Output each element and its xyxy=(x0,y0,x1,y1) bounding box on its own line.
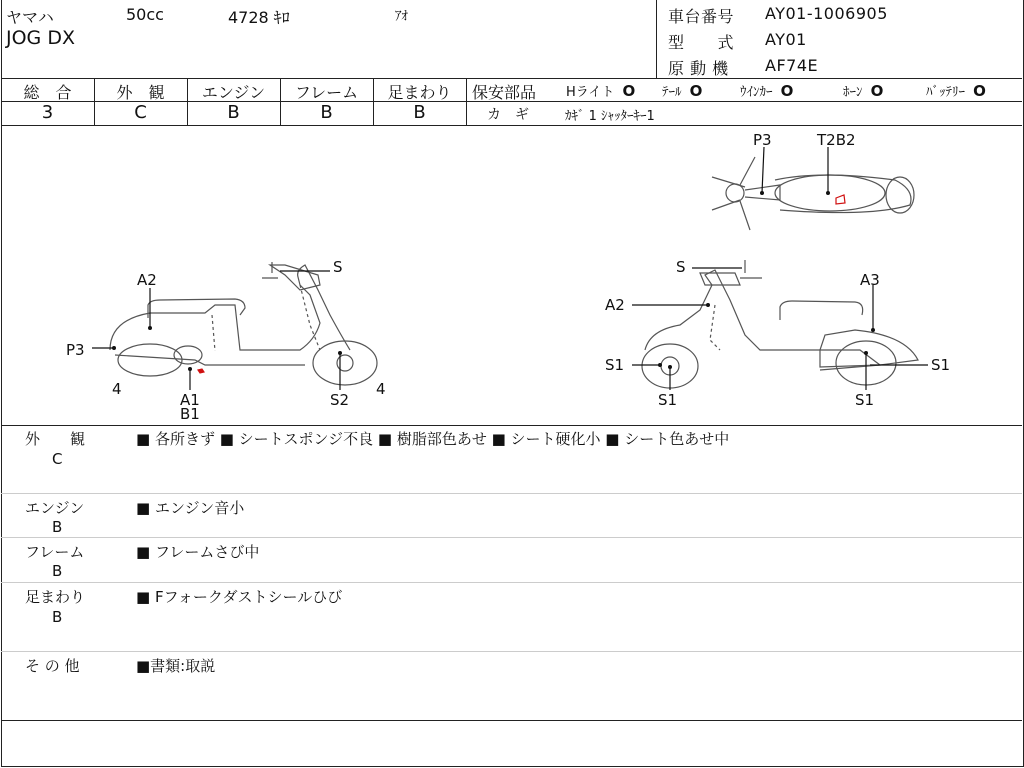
section-engine-grade: B xyxy=(52,518,63,536)
safety-tail-mark: O xyxy=(689,82,703,100)
underbody xyxy=(115,355,305,365)
grade-overall-label: 総 合 xyxy=(23,83,72,102)
section-frame-grade: B xyxy=(52,562,63,580)
engine-value: AF74E xyxy=(765,56,819,75)
safety-label: 保安部品 xyxy=(472,83,537,102)
label-a2-right: A2 xyxy=(605,296,625,314)
section-divider xyxy=(1,582,1022,583)
registration-label: 車台番号 xyxy=(668,7,735,26)
section-exterior-text: ■ 各所きず ■ シートスポンジ不良 ■ 樹脂部色あせ ■ シート硬化小 ■ シート色あせ中 xyxy=(136,430,730,448)
label-s1-rear-bottom: S1 xyxy=(855,391,875,409)
safety-horn-label: ﾎｰﾝ xyxy=(843,85,863,100)
grade-frame-value: B xyxy=(320,102,333,123)
safety-headlight xyxy=(566,81,635,100)
scooter-diagram xyxy=(0,125,1024,425)
section-engine-label: エンジン xyxy=(25,499,85,517)
label-4-left: 4 xyxy=(112,380,122,398)
section-divider xyxy=(1,720,1022,721)
label-s-right: S xyxy=(676,258,686,276)
registration-value: AY01-1006905 xyxy=(765,4,888,23)
displacement: 50cc xyxy=(126,5,164,24)
grade-suspension-label: 足まわり xyxy=(387,83,452,102)
grades-col-divider xyxy=(466,78,467,125)
left-side-view xyxy=(92,262,377,390)
key-label: カ ギ xyxy=(487,107,529,123)
safety-tail xyxy=(662,81,702,100)
leader-dot xyxy=(338,351,342,355)
legshield xyxy=(710,305,720,350)
safety-winker-label: ｳｲﾝｶｰ xyxy=(740,85,773,100)
engine-label: 原 動 機 xyxy=(668,59,729,78)
safety-winker-mark: O xyxy=(780,82,794,100)
safety-battery-mark: O xyxy=(973,82,986,100)
leader-dot xyxy=(871,328,875,332)
safety-winker xyxy=(740,81,793,100)
section-exterior-grade: C xyxy=(52,450,63,468)
grades-top-border xyxy=(1,78,1022,79)
front-wheel xyxy=(313,341,377,385)
label-a1: A1 xyxy=(180,391,200,409)
header-divider xyxy=(656,0,657,78)
leader-dot xyxy=(864,351,868,355)
color: ｱｵ xyxy=(395,9,408,24)
section-suspension-text: ■ Fフォークダストシールひび xyxy=(136,588,343,606)
leader-dot xyxy=(706,303,710,307)
section-divider xyxy=(1,651,1022,652)
label-s-left: S xyxy=(333,258,343,276)
section-frame-label: フレーム xyxy=(25,543,85,561)
section-suspension-grade: B xyxy=(52,608,63,626)
label-4-right: 4 xyxy=(376,380,386,398)
key-value: ｶｷﾞ 1 ｼｬｯﾀｰｷｰ1 xyxy=(565,109,655,124)
leader-dot xyxy=(188,367,192,371)
seat xyxy=(148,299,245,318)
grade-engine-label: エンジン xyxy=(201,83,266,102)
handlebar xyxy=(712,177,745,210)
safety-horn xyxy=(843,81,883,100)
safety-tail-label: ﾃｰﾙ xyxy=(662,85,682,100)
label-a3: A3 xyxy=(860,271,880,289)
frame xyxy=(740,157,780,230)
safety-headlight-label: Hライト xyxy=(566,85,615,100)
grade-exterior-label: 外 観 xyxy=(116,83,165,102)
label-t2b2: T2B2 xyxy=(817,131,856,149)
leader-dot xyxy=(668,365,672,369)
diagram-bottom-border xyxy=(1,425,1022,426)
maker: ヤマハ xyxy=(6,8,54,27)
label-b1: B1 xyxy=(180,405,200,423)
seat xyxy=(780,301,863,320)
section-frame-text: ■ フレームさび中 xyxy=(136,543,260,561)
top-view xyxy=(712,147,914,230)
section-engine-text: ■ エンジン音小 xyxy=(136,499,245,517)
damage-mark xyxy=(836,195,845,204)
leader-dot xyxy=(826,191,830,195)
rear-wheel xyxy=(118,344,182,376)
exhaust-pipe xyxy=(174,346,202,364)
headlight xyxy=(726,184,744,202)
label-s1-front-bottom: S1 xyxy=(658,391,678,409)
leader-line xyxy=(762,147,764,193)
grade-suspension-value: B xyxy=(413,102,426,123)
storage-hatch xyxy=(212,315,215,351)
handle-grip xyxy=(740,260,762,278)
section-exterior-label: 外 観 xyxy=(25,430,86,448)
safety-mid-border xyxy=(467,101,1022,102)
leader-dot xyxy=(148,326,152,330)
model-name: JOG DX xyxy=(6,27,75,49)
damage-mark xyxy=(198,369,204,373)
leader-dot xyxy=(112,346,116,350)
section-suspension-label: 足まわり xyxy=(25,588,86,606)
safety-horn-mark: O xyxy=(870,82,884,100)
safety-battery-label: ﾊﾞｯﾃﾘｰ xyxy=(926,85,965,100)
section-other-text: ■書類:取説 xyxy=(136,657,216,675)
safety-battery xyxy=(926,81,986,100)
grade-engine-value: B xyxy=(227,102,240,123)
label-p3-left: P3 xyxy=(66,341,85,359)
leader-dot xyxy=(760,191,764,195)
label-s2: S2 xyxy=(330,391,350,409)
type-value: AY01 xyxy=(765,30,807,49)
section-other-label: そ の 他 xyxy=(25,657,80,675)
leader-dot xyxy=(658,363,662,367)
safety-headlight-mark: O xyxy=(622,82,636,100)
mileage: 4728 ｷﾛ xyxy=(228,8,290,27)
grade-exterior-value: C xyxy=(134,102,147,123)
right-side-view xyxy=(632,260,928,390)
type-label: 型 式 xyxy=(668,33,735,52)
grade-frame-label: フレーム xyxy=(294,83,359,102)
section-divider xyxy=(1,537,1022,538)
label-s1-rear-right: S1 xyxy=(931,356,951,374)
label-s1-front-left: S1 xyxy=(605,356,625,374)
label-a2-left: A2 xyxy=(137,271,157,289)
section-divider xyxy=(1,493,1022,494)
label-p3-top: P3 xyxy=(753,131,772,149)
grade-overall-value: 3 xyxy=(41,102,54,123)
